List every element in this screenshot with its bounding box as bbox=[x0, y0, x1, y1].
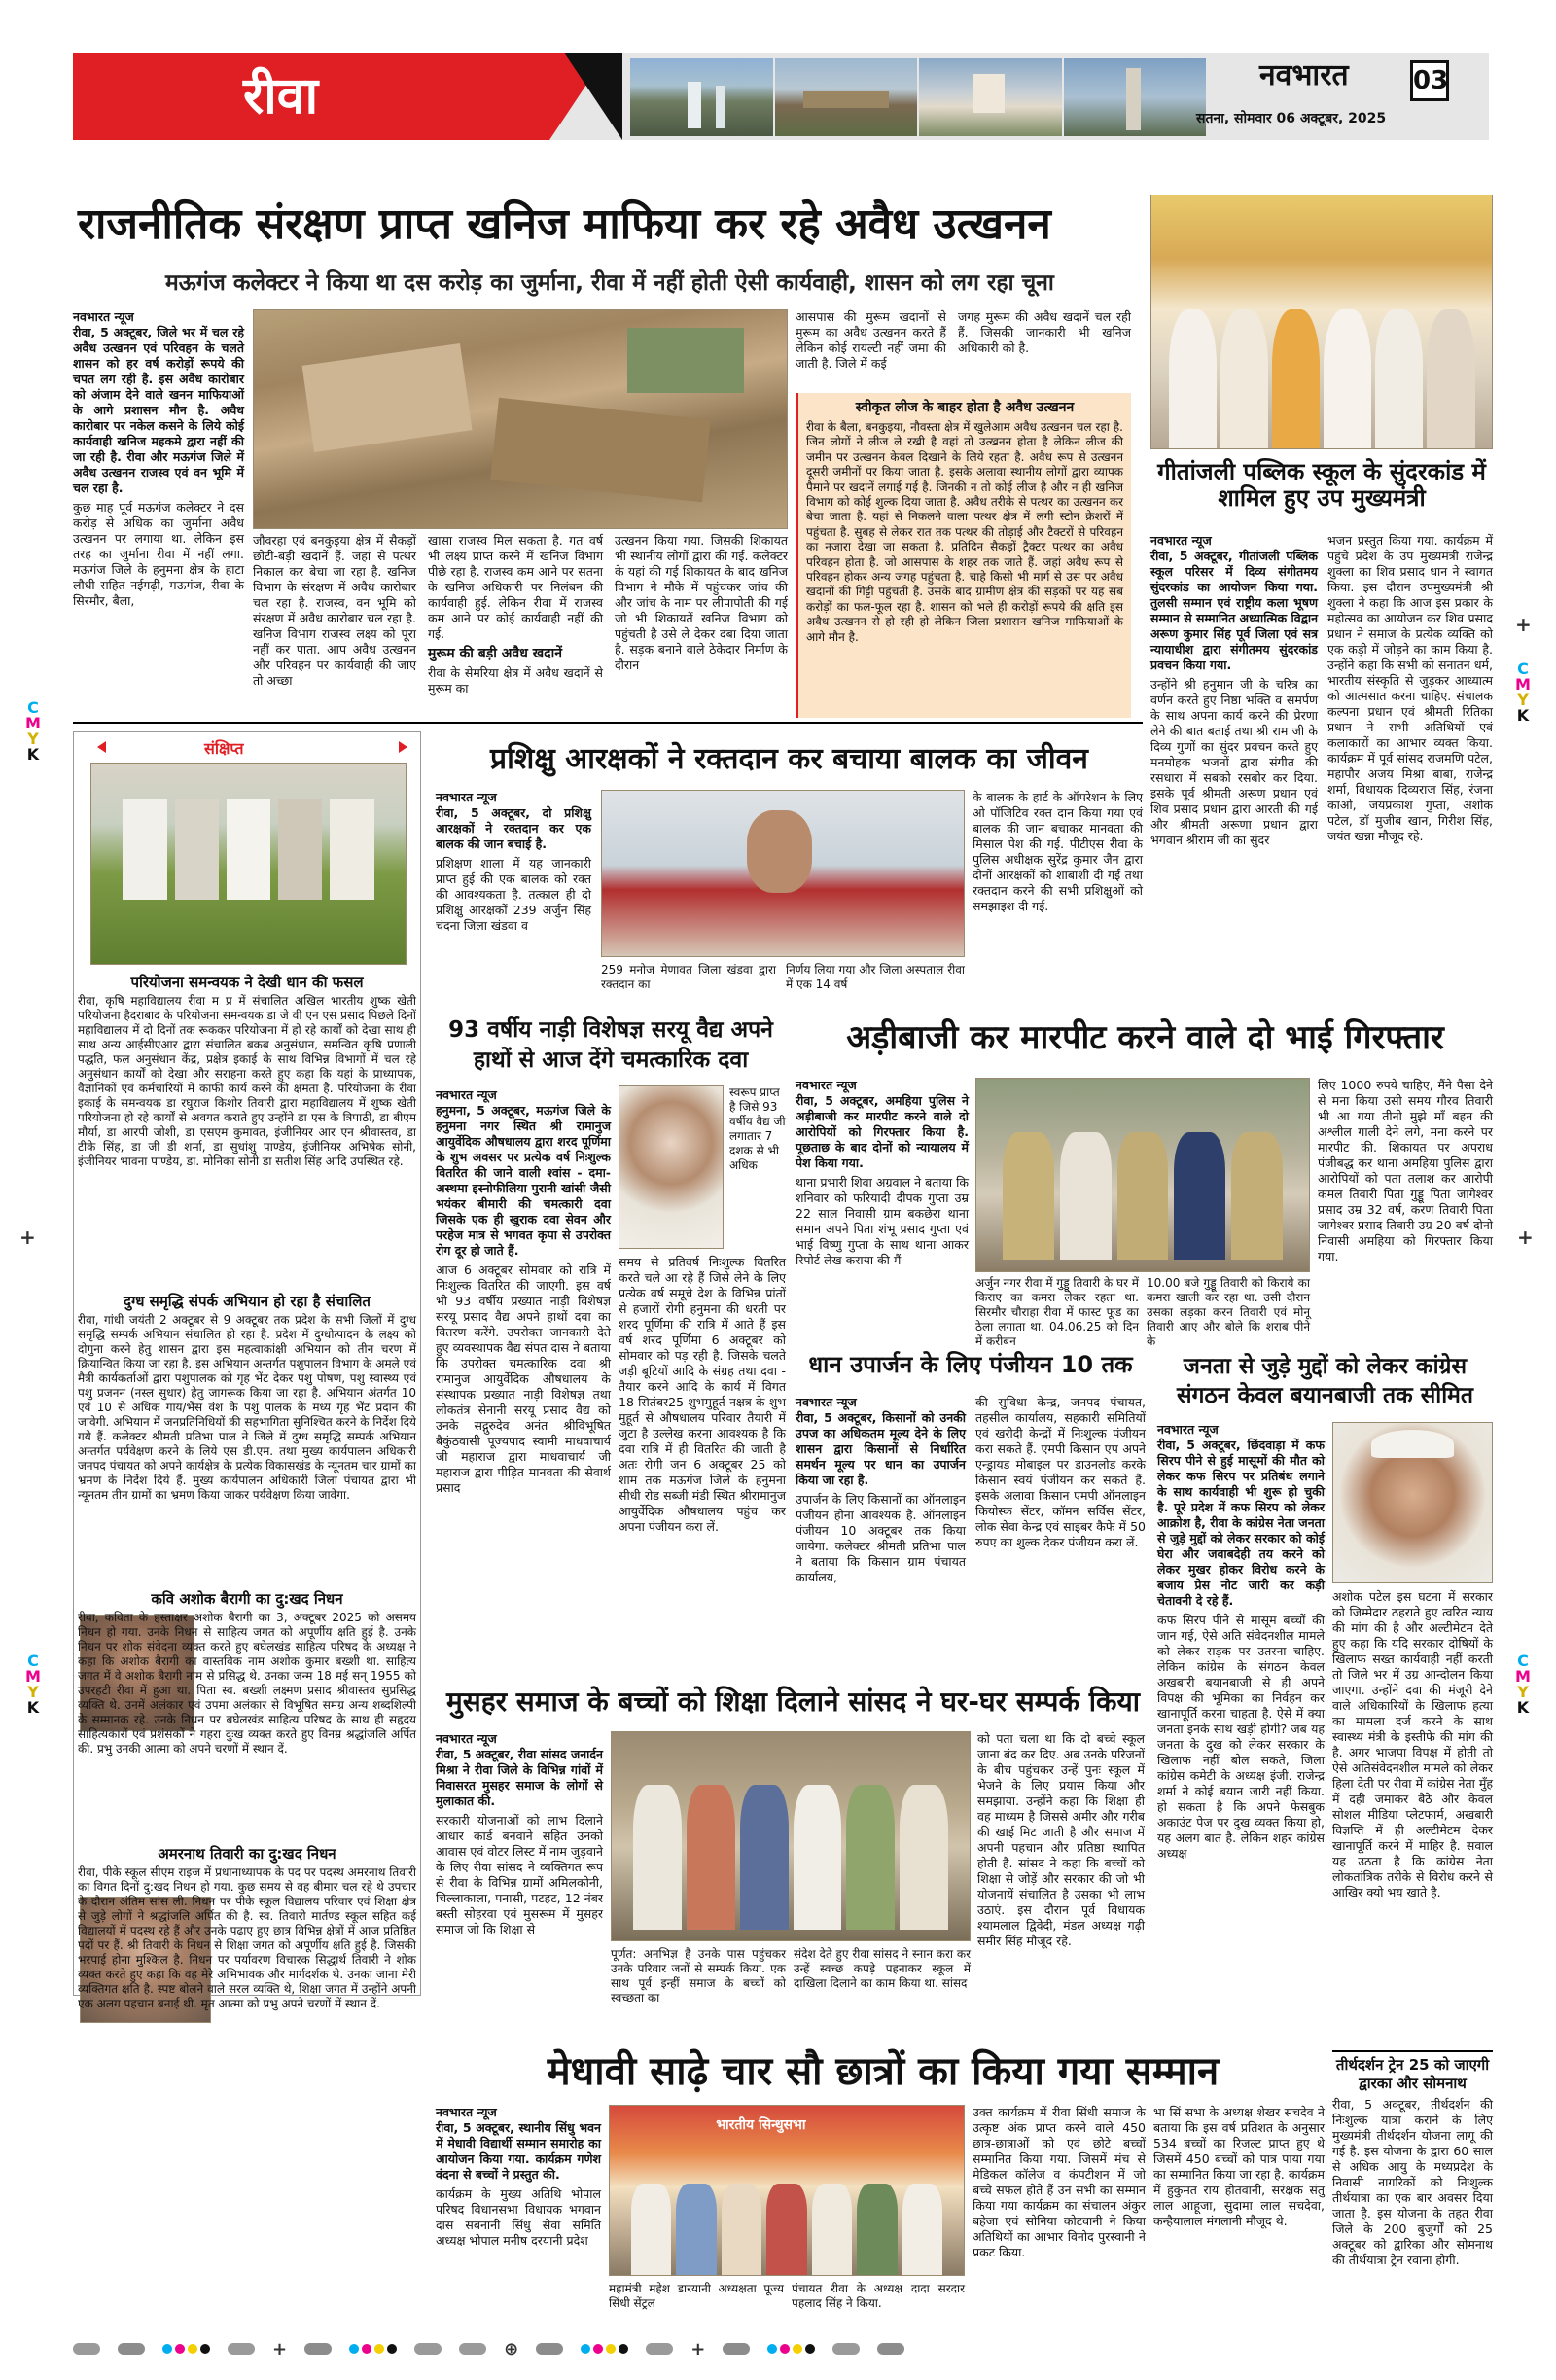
dhaan-col-2: की सुविधा केन्द्र, जनपद पंचायत, तहसील कार्यालय, सहकारी समितियों एवं खरीदी केन्द्रों में निःशुल्क पंजीयन करा सकते हैं. एमपी किसान एप अपने एन्ड्रायड मोबाइल पर डाउनलोड करके किसान स्वयं पंजीयन कर सकते हैं. इसके अलावा किसान एमपी ऑनलाइन कियोस्क सेंटर, कॉमन सर्विस सेंटर, लोक सेवा केन्द्र एवं साइबर कैफे में 50 रुपए का शुल्क देकर पंजीयन करा लें. bbox=[975, 1395, 1146, 1549]
brand-logo: नवभारत bbox=[1259, 58, 1349, 92]
vaidya-intro: हनुमना, 5 अक्टूबर, मऊगंज जिले के हनुमना नगर स्थित श्री रामानुज आयुर्वेदिक औषधालय द्वारा शरद पूर्णिमा के शुभ अवसर पर प्रत्येक वर्ष निःशुल्क वितरित की जाने वाली श्वांस - दमा-अस्थमा इस्नोफीलिया पुरानी खांसी जैसी भयंकर बीमारी की चमत्कारी दवा जिसके एक ही खुराक दवा सेवन और परहेज मात्र से भगवत कृपा से उपरोक्त रोग दूर हो जाते हैं. bbox=[436, 1103, 611, 1258]
lead-col3-subhead: मुरूम की बड़ी अवैध खदानें bbox=[428, 646, 562, 661]
medhavi-col-3: उक्त कार्यक्रम में रीवा सिंधी समाज के उत्कृष्ट अंक प्राप्त करने वाले 450 छात्र-छात्राओं को एवं छोटे बच्चों सम्मानित किया गया. जिसमें मंच से मेडिकल कॉलेज व कंपटीशन में जो बच्चे सफल होते हैं उन सभी का सम्मान किया गया कार्यक्रम का संचालन अंकुर बहेजा एवं सोनिया कोटवानी ने किया अतिथियों का आभार विनोद पुरस्वानी ने प्रकट किया. bbox=[972, 2105, 1146, 2259]
vaidya-headline: 93 वर्षीय नाड़ी विशेषज्ञ सरयू वैद्य अपने हाथों से आज देंगे चमत्कारिक दवा bbox=[448, 1017, 773, 1073]
registration-mark-right: + bbox=[1517, 1226, 1534, 1249]
gitanjali-col-1 bbox=[1150, 533, 1318, 1000]
medhavi-byline: नवभारत न्यूज bbox=[436, 2105, 497, 2119]
sankshipt-title: संक्षिप्त bbox=[204, 739, 244, 758]
lead-headline: राजनीतिक संरक्षण प्राप्त खनिज माफिया कर रहे अवैध उत्खनन bbox=[78, 199, 1051, 249]
sankshipt-item1-head: परियोजना समन्वयक ने देखी धान की फसल bbox=[130, 974, 364, 991]
sankshipt-item3-text: रीवा, कविता के हस्ताक्षर अशोक बैरागी का 3, अक्टूबर 2025 को असमय निधन हो गया. उनके निधन से साहित्य जगत को अपूर्णीय क्षति हुई है. उनके निधन पर शोक संवेदना व्यक्त करते हुए बघेलखंड साहित्य परिषद के अध्यक्ष ने कहा कि अशोक बैरागी का वास्तविक नाम अशोक कुमार बख्शी था. साहित्य जगत में वे अशोक बैरागी नाम से प्रसिद्ध थे. उनका जन्म 18 मई सन् 1955 को उपरहटी रीवा में हुआ था. पिता स्व. बख्शी लक्ष्मण प्रसाद श्रीवास्तव सुप्रसिद्ध व्यक्ति थे. उनमें अलंकार एवं उपमा अलंकार से विभूषित समग्र अन्य शब्दशिल्पी के सम्मानक रहे. उनके निधन पर बघेलखंड साहित्य परिषद के साथ ही सहृदय साहित्यकारों एवं प्रशंसकों ने गहरा दुःख व्यक्त करते हुए विनम्र श्रद्धांजलि अर्पित की. प्रभु उनकी आत्मा को अपने चरणों में स्थान दें. bbox=[78, 1611, 416, 1756]
musahar-col-3: को पता चला था कि दो बच्चे स्कूल जाना बंद कर दिए. अब उनके परिजनों के बीच पहुंचकर उन्हें पुनः स्कूल में भेजने के लिए प्रयास किया और समझाया. उन्होंने कहा कि शिक्षा ही वह माध्यम है जिससे अमीर और गरीब की खाई मिट जाती है और समाज में अपनी पहचान और प्रतिष्ठा स्थापित होती है. सांसद ने कहा कि बच्चों को शिक्षा से जोड़ें और सरकार की जो भी योजनायें संचालित है उसका भी लाभ उठाएं. इस दौरान पूर्व विधायक श्यामलाल द्विवेदी, मंडल अध्यक्ष गढ़ी समीर सिंह मौजूद रहे. bbox=[977, 1731, 1145, 1948]
dhaan-col-1 bbox=[796, 1395, 966, 1677]
sundarkand-photo bbox=[1150, 195, 1493, 449]
vaidya-byline: नवभारत न्यूज bbox=[436, 1087, 497, 1102]
cmyk-left-bottom: C M Y K bbox=[25, 1652, 41, 1717]
musahar-col1-text: सरकारी योजनाओं को लाभ दिलाने आधार कार्ड बनवाने सहित उनको आवास एवं वोटर लिस्ट में नाम जुड़वाने के लिए रीवा सांसद ने व्यक्तिगत रूप से रीवा के विभिन्न ग्रामों अमिलकोनी, चिल्लाकाला, पनासी, पटहट, 12 नंबर बस्ती सोहरवा एवं मुसरूम में मुसहर समाज जो कि शिक्षा से bbox=[436, 1813, 603, 1936]
sidebox-title: स्वीकृत लीज के बाहर होता है अवैध उत्खनन bbox=[855, 400, 1075, 415]
section-badge-black bbox=[564, 53, 622, 140]
sankshipt-item2-head: दुग्ध समृद्धि संपर्क अभियान हो रहा है संचालित bbox=[124, 1293, 371, 1310]
sankshipt-arrow-left bbox=[97, 741, 106, 753]
sankshipt-item4-head: अमरनाथ तिवारी का दु:खद निधन bbox=[158, 1845, 336, 1863]
cmyk-right-top: C M Y K bbox=[1515, 659, 1531, 725]
trainee-col-3: के बालक के हार्ट के ऑपरेशन के लिए ओ पॉजिटिव रक्त दान किया गया एवं बालक की जान बचाकर मानवता की मिसाल पेश की गई. पीटीएस रीवा के पुलिस अधीक्षक सुरेंद्र कुमार जैन द्वारा दोनों आरक्षकों को शाबाशी दी गई तथा रक्तदान करने की सभी प्रशिक्षुओं को समझाइश दी गई. bbox=[972, 790, 1143, 913]
trainee-caption: 259 मनोज मेणावत जिला खंडवा द्वारा रक्तदान का bbox=[601, 963, 776, 991]
medhavi-photo bbox=[609, 2105, 965, 2276]
adibaazi-col1-text: थाना प्रभारी शिवा अग्रवाल ने बताया कि शनिवार को फरियादी दीपक गुप्ता उम्र 22 साल निवासी ग्राम बकछेरा थाना समान अपने पिता शंभू प्रसाद गुप्ता एवं भाई विष्णु गुप्ता के साथ थाना आकर रिपोर्ट लेख कराया की मैं bbox=[796, 1175, 969, 1267]
arrest-photo bbox=[975, 1078, 1310, 1272]
lead-column-1 bbox=[73, 309, 244, 718]
musahar-photo bbox=[611, 1731, 971, 1941]
dhaan-byline: नवभारत न्यूज bbox=[796, 1395, 857, 1409]
medhavi-banner-text: भारतीय सिन्धुसभा bbox=[716, 2117, 806, 2134]
medhavi-col1-text: कार्यक्रम के मुख्य अतिथि भोपाल परिषद विधानसभा विधायक भगवान दास सबनानी सिंधु सेवा समिति अध्यक्ष भोपाल मनीष दरयानी प्रदेश bbox=[436, 2186, 601, 2248]
gitanjali-intro: रीवा, 5 अक्टूबर, गीतांजली पब्लिक स्कूल परिसर में दिव्य संगीतमय सुंदरकांड का आयोजन किया गया. तुलसी सम्मान एवं राष्ट्रीय कला भूषण सम्मान से सम्मानित अध्यात्मिक विद्वान अरूण कुमार सिंह पूर्व जिला एवं सत्र न्यायाधीश द्वारा संगीतमय सुंदरकांड प्रवचन किया गया. bbox=[1150, 549, 1319, 672]
tirth-headline: तीर्थदर्शन ट्रेन 25 को जाएगी द्वारका और सोमनाथ bbox=[1335, 2056, 1490, 2092]
temple-photo bbox=[919, 58, 1062, 136]
gitanjali-text-1: उन्होंने श्री हनुमान जी के चरित्र का वर्णन करते हुए निष्ठा भक्ति व समर्पण के साथ अपना कार्य करने की प्रेरणा लेने की बात बताई तथा श्री राम जी के दिव्य गुणों का सुंदर प्रवचन करते हुए मनमोहक भजनों द्वारा संगीत की रसधारा में सबको रसबोर कर दिया. इसके पूर्व श्रीमती अरूण प्रधान एवं शिव प्रसाद प्रधान द्वारा आरती की गई और श्रीमती अरूणा प्रधान द्वारा भगवान श्रीराम जी का सुंदर bbox=[1150, 677, 1318, 847]
sidebox-text: रीवा के बैला, बनकुइया, नौवस्ता क्षेत्र में खुलेआम अवैध उत्खनन चल रहा है. जिन लोगों ने लीज ले रखी है वहां तो उत्खनन होता है लेकिन लीज की जमीन पर उत्खनन केवल दिखाने के लिये रहता है. अवैध रूप से उत्खनन दूसरी जमीनों पर किया जाता है. इसके अलावा स्थानीय लोगों द्वारा व्यापक पैमाने पर खदानें लगाई गई है. जिनकी न तो कोई लीज है और न ही खनिज विभाग को कोई शुल्क दिया जाता है. अवैध तरीके से पत्थर का उत्खनन कर बेचा जाता है. यहां से निकलने वाला पत्थर क्षेत्र में लगी स्टोन क्रेशरों में पहुंचता है. सुबह से लेकर रात तक पत्थर की तोड़ाई और टैक्टरों से परिवहन का नजारा देखा जा सकता है. प्रतिदिन सैकड़ों ट्रैक्टर पत्थर का अवैध परिवहन होता है. जो आसपास के शहर तक जाते हैं. जहां अवैध रूप से परिवहन होकर अन्य जगह पहुंचता है. चाहे किसी भी मार्ग से उस पर अवैध खदानों की गिट्टी पहुंचती है. उसके बाद ग्रामीण क्षेत्र की सड़कों पर यह सब करोड़ों का फल-फूल रहा है. शासन को भले ही करोड़ों रूपये की क्षति इस अवैध उत्खनन से हो रही हो लेकिन जिला प्रशासन खनिज माफियाओं के आगे मौन है. bbox=[806, 420, 1123, 644]
sankshipt-item4-text: रीवा, पीके स्कूल सीएम राइज में प्रधानाध्यापक के पद पर पदस्थ अमरनाथ तिवारी का विगत दिनों दु:खद निधन हो गया. कुछ समय से वह बीमार चल रहे थे उपचार के दौरान अंतिम सांस ली. निधन पर पीके स्कूल विद्यालय परिवार एवं शिक्षा क्षेत्र से जुड़े लोगों ने श्रद्धांजलि अर्पित की है. स्व. तिवारी मार्तण्ड स्कूल सहित कई विद्यालयों में पदस्थ रहे हैं और उनके पढ़ाए हुए छात्र विभिन्न क्षेत्रों में आज प्रतिष्ठित पदों पर हैं. श्री तिवारी के निधन से शिक्षा जगत को अपूर्णीय क्षति हुई है. जिसकी भरपाई होना मुश्किल है. निधन पर पर्यावरण विचारक सिद्धार्थ तिवारी ने शोक व्यक्त करते हुए कहा कि वह मेरे अभिभावक और मार्गदर्शक थे. उनका जाना मेरी व्यक्तिगत क्षति है. स्पष्ट बोलने वाले सरल व्यक्ति थे, शिक्षा जगत में उन्होंने अपनी एक अलग पहचान बनाई थी. मृत आत्मा को प्रभु अपने चरणों में स्थान दें. bbox=[78, 1865, 416, 2010]
paddy-field-photo bbox=[90, 763, 407, 965]
registration-mark-top-right: + bbox=[1515, 613, 1532, 636]
tirth-text: रीवा, 5 अक्टूबर, तीर्थदर्शन की निःशुल्क यात्रा कराने के लिए मुख्यमंत्री तीर्थदर्शन योजना लागू की गई है. इस योजना के द्वारा 60 साल से अधिक आयु के मध्यप्रदेश के निवासी नागरिकों को निःशुल्क तीर्थयात्रा का एक बार अवसर दिया जाता है. इस योजना के तहत रीवा जिले के 200 बुजुर्गों को 25 अक्टूबर को द्वारिका और सोमनाथ की तीर्थयात्रा ट्रेन रवाना होगी. bbox=[1332, 2097, 1493, 2267]
gitanjali-headline: गीतांजली पब्लिक स्कूल के सुंदरकांड में शामिल हुए उप मुख्यमंत्री bbox=[1157, 458, 1486, 512]
dhaan-intro: रीवा, 5 अक्टूबर, किसानों को उनकी उपज का अधिकतम मूल्य देने के लिए शासन द्वारा किसानों से निर्धारित समर्थन मूल्य पर धान का उपार्जन किया जा रहा है. bbox=[796, 1410, 966, 1487]
bottom-color-bar: + ⊕ + bbox=[73, 2336, 1493, 2362]
page-number: 03 bbox=[1410, 60, 1449, 101]
trainee-byline: नवभारत न्यूज bbox=[436, 790, 497, 804]
adibaazi-headline: अड़ीबाजी कर मारपीट करने वाले दो भाई गिरफ्तार bbox=[846, 1018, 1444, 1057]
congress-byline: नवभारत न्यूज bbox=[1157, 1422, 1219, 1437]
vaidya-col2-top: स्वरूप प्राप्त है जिसे 93 वर्षीय वैद्य जी लगातार 7 दशक से भी अधिक bbox=[729, 1085, 786, 1172]
congress-headline: जनता से जुड़े मुद्दों को लेकर कांग्रेस संगठन केवल बयानबाजी तक सीमित bbox=[1176, 1354, 1474, 1408]
lead-intro: रीवा, 5 अक्टूबर, जिले भर में चल रहे अवैध उत्खनन एवं परिवहन के चलते शासन को हर वर्ष करोड़ों रूपये की चपत लग रही है. इस अवैध कारोबार को अंजाम देने वाले खनन माफियाओं के आगे प्रशासन मौन है. अवैध कारोबार पर नकेल कसने के लिये कोई कार्यवाही खनिज महकमे द्वारा नहीं की जा रही है. रीवा और मऊगंज जिले में अवैध उत्खनन राजस्व एवं वन भूमि में चल रहा है. bbox=[73, 325, 244, 495]
header-photo-strip bbox=[630, 58, 1206, 136]
sankshipt-item3-head: कवि अशोक बैरागी का दु:खद निधन bbox=[151, 1590, 343, 1608]
sankshipt-item2-text: रीवा, गांधी जयंती 2 अक्टूबर से 9 अक्टूबर तक प्रदेश के सभी जिलों में दुग्ध समृद्धि सम्पर्क अभियान संचालित हो रहा है. प्रदेश में दुग्धोत्पादन के लक्ष्य को दोगुना करने हेतु शासन द्वारा इस महत्वाकांक्षी अभियान को तीन चरण में क्रियान्वित किया जा रहा है. इस अभियान अन्तर्गत पशुपालन विभाग के अमले एवं मैत्री कार्यकर्ताओं द्वारा पशुपालक को गृह भेंट देकर पशु पोषण, पशु स्वास्थ्य एवं पशु प्रजनन (नस्ल सुधार) हेतु जागरूक किया जा रहा है. अभियान अंतर्गत 10 एवं 10 से अधिक गाय/भैंस वंश के पशु पालक के मध्य गृह भेंट प्रदान की जावेगी. अभियान में जनप्रतिनिधियों की सहभागिता सुनिश्चित करने के निर्देश दिये गये हैं. कलेक्टर श्रीमती प्रतिभा पाल ने जिले में दुग्ध समृद्धि सम्पर्क अभियान अन्तर्गत पर्यवेक्षण करने के लिये एस डी.एम. तथा मुख्य कार्यपालन अधिकारी जनपद पंचायत को अपने कार्यक्षेत्र के प्रत्येक विकासखंड के न्यूनतम चार ग्रामों का भ्रमण के निर्देश दिये हैं. मुख्य कार्यपालन अधिकारी जिला पंचायत द्वारा भी न्यूनतम तीन ग्रामों का भ्रमण किया जाकर पर्यवेक्षण किया जावेगा. bbox=[78, 1313, 416, 1502]
section-title: रीवा bbox=[243, 67, 319, 125]
tower-photo bbox=[1064, 58, 1207, 136]
musahar-intro: रीवा, 5 अक्टूबर, रीवा सांसद जनार्दन मिश्रा ने रीवा जिले के विभिन्न गांवों में निवासरत मुसहर समाज के लोगों से मुलाकात की. bbox=[436, 1747, 603, 1808]
adibaazi-col-1 bbox=[796, 1078, 969, 1331]
congress-col-1 bbox=[1157, 1422, 1325, 2044]
medhavi-caption-1: महामंत्री महेश डारयानी अध्यक्षता पूज्य सिंधी सेंट्रल bbox=[609, 2282, 784, 2310]
congress-leader-photo bbox=[1332, 1422, 1493, 1583]
congress-col-2: अशोक पटेल इस घटना में सरकार को जिम्मेदार ठहराते हुए त्वरित न्याय की मांग की है और अल्टीमेटम देते हुए कहा कि यदि सरकार दोषियों के खिलाफ सख्त कार्यवाही नहीं करती तो जिले भर में उग्र आन्दोलन किया जाएगा. उन्होंने दवा की मंजूरी देने वाले अधिकारियों के खिलाफ हत्या का मामला दर्ज करने के साथ स्वास्थ्य मंत्री के इस्तीफे की मांग की है. अगर भाजपा विपक्ष में होती तो ऐसे अतिसंवेदनशील मामले को लेकर हिला देती पर रीवा में कांग्रेस नेता मुँह में दही जमाकर बैठे और केवल सोशल मीडिया प्लेटफार्म, अखबारी विज्ञप्ति में ही अल्टीमेटम देकर खानापूर्ति करने में माहिर है. सवाल यह उठता है कि कांग्रेस नेता लोकतांत्रिक तरीके से विरोध करने से आखिर क्यो भय खाते है. bbox=[1332, 1589, 1493, 1900]
gitanjali-byline: नवभारत न्यूज bbox=[1150, 533, 1212, 548]
registration-mark-left: + bbox=[19, 1226, 36, 1249]
trainee-col1-text: प्रशिक्षण शाला में यह जानकारी प्राप्त हुई की एक बालक को रक्त की आवश्यकता है. तत्काल ही दो प्रशिक्षु आरक्षकों 239 अर्जुन सिंह चंदना जिला खंडवा व bbox=[436, 856, 591, 933]
trainee-headline: प्रशिक्षु आरक्षकों ने रक्तदान कर बचाया बालक का जीवन bbox=[490, 742, 1088, 776]
lead-sidebox bbox=[796, 393, 1131, 718]
vaidya-col1-text: आज 6 अक्टूबर सोमवार को रात्रि में निःशुल्क वितरित की जाएगी. इस वर्ष भी 93 वर्षीय प्रख्यात नाड़ी विशेषज्ञ सरयू प्रसाद वैद्य अपने हाथों दवा का वितरण करेंगे. उपरोक्त जानकारी देते हुए व्यवस्थापक वैद्य संपत दास ने बताया कि उपरोक्त चमत्कारिक दवा श्री रामानुज आयुर्वेदिक औषधालय के संस्थापक प्रख्यात नाड़ी विशेषज्ञ तथा लोकतंत्र सेनानी सरयू प्रसाद वैद्य को उनके सद्गुरुदेव अनंत श्रीविभूषित बैकुंठवासी पूज्यपाद स्वामी माधवाचार्य जी महाराज द्वारा माधवाचार्य जी महाराज द्वारा पीड़ित मानवता की सेवार्थ प्रसाद bbox=[436, 1262, 611, 1495]
section-rule bbox=[73, 722, 1143, 724]
lead-subhead: मऊगंज कलेक्टर ने किया था दस करोड़ का जुर्माना, रीवा में नहीं होती ऐसी कार्यवाही, शासन को लग रहा चूना bbox=[165, 270, 1054, 296]
gitanjali-col-2: भजन प्रस्तुत किया गया. कार्यक्रम में पहुंचे प्रदेश के उप मुख्यमंत्री राजेन्द्र शुक्ला का शिव प्रसाद धान ने स्वागत किया. इस दौरान उपमुख्यमंत्री श्री शुक्ला ने कहा कि आज इस प्रकार के महोत्सव का आयोजन कर शिव प्रसाद प्रधान ने समाज के प्रत्येक व्यक्ति को एक कड़ी में जोड़ने का काम किया है. उन्होंने कहा कि सभी को सनातन धर्म, भारतीय संस्कृति से जुड़कर आध्यात्म को आत्मसात करना चाहिए. संचालक कल्पना प्रधान एवं श्रीमती रितिका प्रधान ने सभी अतिथियों एवं कलाकारों का आभार व्यक्त किया. कार्यक्रम में पूर्व सांसद राजमणि पटेल, महापौर अजय मिश्रा बाबा, राजेन्द्र शर्मा, विधायक दिव्यराज सिंह, रंजना काओ, जयप्रकाश गुप्ता, अशोक पटेल, डाॅ मुजीब खान, गिरीश सिंह, जयंत खन्ना मौजूद रहे. bbox=[1327, 533, 1493, 843]
medhavi-col-4: भा सिं सभा के अध्यक्ष शेखर सचदेव ने बताया कि इस वर्ष प्रतिशत के अनुसार 534 बच्चों का रिजल्ट प्राप्त हुए थे जिसमें 450 बच्चों को पात्र पाया गया का सम्मानित किया जा रहा है. कार्यक्रम में हुकुमत राय होतवानी, सरंक्षक संतु लाल आहूजा, सुदामा लाल सचदेवा, कन्हैयालाल मंगलानी मौजूद थे. bbox=[1153, 2105, 1325, 2228]
musahar-col-1 bbox=[436, 1731, 603, 2043]
trainee-col-1 bbox=[436, 790, 591, 1004]
vaidya-col-1 bbox=[436, 1087, 611, 1768]
vaidya-photo bbox=[619, 1085, 724, 1249]
trainee-intro: रीवा, 5 अक्टूबर, दो प्रशिक्षु आरक्षकों ने रक्तदान कर एक बालक की जान बचाई है. bbox=[436, 805, 591, 851]
lead-column-6: जगह मुरूम की अवैध खदानें चल रही हैं. जिसकी जानकारी भी खनिज अधिकारी को है. bbox=[958, 309, 1131, 355]
cmyk-right-bottom: C M Y K bbox=[1515, 1652, 1531, 1717]
musahar-caption-1: पूर्णत: अनभिज्ञ है उनके पास पहुंचकर उनके परिवार जनों से सम्पर्क किया. एक साथ पूर्व इन्हीं समाज के बच्चों को स्वच्छता का bbox=[611, 1947, 786, 2005]
trainee-col-2: निर्णय लिया गया और जिला अस्पताल रीवा में एक 14 वर्ष bbox=[786, 963, 965, 991]
musahar-headline: मुसहर समाज के बच्चों को शिक्षा दिलाने सांसद ने घर-घर सम्पर्क किया bbox=[446, 1686, 1140, 1718]
adibaazi-intro: रीवा, 5 अक्टूबर, अमहिया पुलिस ने अड़ीबाजी कर मारपीट करने वाले दो आरोपियों को गिरफ्तार किया है. पूछताछ के बाद दोनों को न्यायालय में पेश किया गया. bbox=[796, 1093, 969, 1170]
lead-column-3 bbox=[428, 533, 603, 718]
adibaazi-col-4: लिए 1000 रुपये चाहिए, मैंने पैसा देने से मना किया उसी समय गौरव तिवारी भी आ गया तीनो मुझे माँ बहन की अश्लील गाली देने लगे, मना करने पर मारपीट की. शिकायत पर अपराध पंजीबद्ध कर थाना अमहिया पुलिस द्वारा आरोपियों को पता तलाश कर आरोपी कमल तिवारी पिता गुड्डू पिता जागेश्वर प्रसाद उम्र 32 वर्ष, करण तिवारी पिता जागेश्वर प्रसाद तिवारी उम्र 20 वर्ष दोनो निवासी अमहिया को गिरफ्तार किया गया. bbox=[1318, 1078, 1493, 1263]
vaidya-col-2: समय से प्रतिवर्ष निःशुल्क वितरित करते चले आ रहे हैं जिसे लेने के लिए प्रत्येक वर्ष समूचे देश के विभिन्न प्रांतों से हजारों रोगी हनुमना की धरती पर शरद पूर्णिमा की रात्रि में आते हैं इस वर्ष शरद पूर्णिमा 6 अक्टूबर को सोमवार को पड़ रही है. जिसके चलते जड़ी बूटियों आदि के संग्रह तथा दवा - तैयार करने आदि के कार्य में विगत 18 सितंबर25 शुभमुहूर्त नक्षत्र के शुभ मुहूर्त से औषधालय परिवार तैयारी में जुटा है उल्लेख करना आवश्यक है कि दवा रात्रि में ही वितरित की जाती है अतः रोगी जन 6 अक्टूबर 25 को शाम तक मऊगंज जिले के हनुमना सीधी रोड सब्जी मंडी स्थित श्रीरामानुज आयुर्वेदिक औषधालय पहुंच कर अपना पंजीयन करा लें. bbox=[619, 1255, 786, 1534]
waterfall-photo bbox=[630, 58, 773, 136]
cmyk-left-top: C M Y K bbox=[25, 698, 41, 764]
lead-column-5: आसपास की मुरूम खदानों से मुरूम का अवैध उत्खनन करते हैं लेकिन कोई रायल्टी नहीं जमा की जाती है. जिले में कई bbox=[796, 309, 946, 371]
congress-intro: रीवा, 5 अक्टूबर, छिंदवाड़ा में कफ सिरप पीने से हुई मासूमों की मौत को लेकर कफ सिरप पर प्रतिबंध लगाने के साथ कार्यवाही भी शुरू हो चुकी है. पूरे प्रदेश में कफ सिरप को लेकर आक्रोश है, रीवा के कांग्रेस नेता जनता से जुड़े मुद्दों को लेकर सरकार को कोई घेरा और जवाबदेही तय करने को लेकर मुखर होकर विरोध करने के बजाय प्रेस नोट जारी कर कड़ी चेतावनी दे रहे हैं. bbox=[1157, 1438, 1325, 1608]
quarry-photo bbox=[253, 309, 788, 529]
sankshipt-arrow-right bbox=[399, 741, 407, 753]
medhavi-caption-2: पंचायत रीवा के अध्यक्ष दादा सरदार पहलाद सिंह ने किया. bbox=[792, 2282, 965, 2310]
lead-byline: नवभारत न्यूज bbox=[73, 309, 134, 324]
medhavi-col-1 bbox=[436, 2105, 601, 2319]
lead-column-2: जौवरहा एवं बनकुइया क्षेत्र में सैकड़ों छोटी-बड़ी खदानें हैं. जहां से पत्थर निकाल कर बेचा जा रहा है. खनिज विभाग के संरक्षण में अवैध कारोबार चल रहा है. राजस्व, वन भूमि को संरक्षण में अवैध कारोबार चल रहा है. खनिज विभाग राजस्व लक्ष्य को पूरा नहीं कर पाता. आप अवैध उत्खनन और परिवहन पर कार्यवाही की जाए तो अच्छा bbox=[253, 533, 416, 688]
congress-col1-text: कफ सिरप पीने से मासूम बच्चों की जान गई, ऐसे अति संवेदनशील मामले को लेकर सड़क पर उतरना चाहिए. लेकिन कांग्रेस के संगठन केवल अखबारी बयानबाजी से ही अपने विपक्ष की भूमिका का निर्वहन कर खानापूर्ति करना चाहता है. ऐसे में क्या जनता इनके साथ खड़ी होगी? जब यह जनता के दुख को लेकर सरकार के खिलाफ नहीं बोल सकते, जिला कांग्रेस कमेटी के अध्यक्ष इंजी. राजेन्द्र शर्मा ने कोई बयान जारी नहीं किया. हो सकता है कि अपने फेसबुक अकाउंट पेज पर दुख व्यक्त किया हो, यह अलग बात है. लेकिन शहर कांग्रेस अध्यक्ष bbox=[1157, 1613, 1325, 1861]
medhavi-headline: मेधावी साढ़े चार सौ छात्रों का किया गया सम्मान bbox=[547, 2049, 1220, 2094]
dateline: सतना, सोमवार 06 अक्टूबर, 2025 bbox=[1196, 111, 1387, 126]
fort-photo bbox=[775, 58, 918, 136]
dhaan-headline: धान उपार्जन के लिए पंजीयन 10 तक bbox=[808, 1351, 1133, 1378]
adibaazi-byline: नवभारत न्यूज bbox=[796, 1078, 857, 1092]
blood-donation-photo bbox=[601, 790, 965, 957]
lead-col1-text: कुछ माह पूर्व मऊगंज कलेक्टर ने दस करोड़ से अधिक का जुर्माना अवैध उत्खनन पर लगाया था. लेकिन इस तरह का जुर्माना रीवा में नहीं लगा. मऊगंज जिले के हनुमना क्षेत्र के हाटा लौधी सहित नईगढ़ी, मऊगंज, रीवा के सिरमौर, बैला, bbox=[73, 500, 244, 608]
adibaazi-col-2: अर्जुन नगर रीवा में गुड्डू तिवारी के घर में किराए का कमरा लेकर रहता था. सिरमौर चौराहा रीवा में फास्ट फूड का ठेला लगाता था. 04.06.25 को दिन में करीबन bbox=[975, 1276, 1139, 1348]
medhavi-intro: रीवा, 5 अक्टूबर, स्थानीय सिंधु भवन में मेधावी विद्यार्थी सम्मान समारोह का आयोजन किया गया. कार्यक्रम गणेश वंदना से बच्चों ने प्रस्तुत की. bbox=[436, 2120, 601, 2182]
musahar-byline: नवभारत न्यूज bbox=[436, 1731, 497, 1746]
sankshipt-item1-text: रीवा, कृषि महाविद्यालय रीवा म प्र में संचालित अखिल भारतीय शुष्क खेती परियोजना हैदराबाद के परियोजना समन्वयक डा जे वी एन एस प्रसाद पिछले दिनों महाविद्यालय में दो दिनों तक रूककर परियोजना में हो रहे कार्यों को देखा साथ ही साथ अन्य आईसीएआर द्वारा संचालित बकब अनुसंधान, समन्वित कृषि प्रणाली पद्धति, फल अनुसंधान केंद्र, प्रक्षेत्र इकाई के साथ विभिन्न विभागों में चल रहे अनुसंधान कार्यों को देखा और सराहना करते हुए कहा कि यहां के प्राध्यापक, वैज्ञानिकों एवं कर्मचारियों में काफी कार्य करने की क्षमता है. परियोजना के रीवा इकाई के समन्वयक डा रघुराज किशोर तिवारी द्वारा महाविद्यालय में शुष्क खेती परियोजना हो रहे कार्यों से अवगत कराते हुए उन्होंने डा एस के त्रिपाठी, डा बीएम मौर्या, डा आरपी जोशी, डा एसएम कुमावत, इंजीनियर आर एन श्रीवास्तव, डा टीके सिंह, डा जी डी शर्मा, डा सुधांशु पाण्डेय, इंजीनियर अभिषेक सोनी, इंजीनियर भावना पाण्डेय, डा. मोनिका सोनी डा सतीश सिंह आदि उपस्थित रहे. bbox=[78, 994, 416, 1168]
lead-column-4: उत्खनन किया गया. जिसकी शिकायत भी स्थानीय लोगों द्वारा की गई. कलेक्टर के यहां की गई शिकायत के बाद खनिज विभाग ने मौके में पहुंचकर जांच की और जांच के नाम पर लीपापोती की गई जो भी शिकायतें खनिज विभाग को पहुंचती है उसे ले देकर दबा दिया जाता है. सड़क बनाने वाले ठेकेदार निर्माण के दौरान bbox=[615, 533, 788, 672]
musahar-caption-2: संदेश देते हुए रीवा सांसद ने स्नान करा कर उन्हें स्वच्छ कपड़े पहनाकर स्कूल में दाखिला दिलाने का काम किया था. सांसद bbox=[794, 1947, 971, 1990]
dhaan-col1-text: उपार्जन के लिए किसानों का ऑनलाइन पंजीयन होना आवश्यक है. ऑनलाइन पंजीयन 10 अक्टूबर तक किया जायेगा. कलेक्टर श्रीमती प्रतिभा पाल ने बताया कि किसान ग्राम पंचायत कार्यालय, bbox=[796, 1492, 966, 1584]
adibaazi-col-3: 10.00 बजे गुड्डू तिवारी को किराये का कमरा खाली कर रहा था. उसी दौरान उसका लड़का करन तिवारी एवं मोनू तिवारी आए और बोले कि शराब पीने के bbox=[1147, 1276, 1310, 1348]
lead-col3-text: खासा राजस्व मिल सकता है. गत वर्ष भी लक्ष्य प्राप्त करने में खनिज विभाग पीछे रहा है. राजस्व कम आने पर सतना के खनिज अधिकारी पर निलंबन की कार्यवाही हुई. लेकिन रीवा में राजस्व कम आने पर कोई कार्यवाही नहीं की गई. bbox=[428, 533, 603, 641]
lead-col3-rest: रीवा के सेमरिया क्षेत्र में अवैध खदानें से मुरूम का bbox=[428, 665, 603, 695]
